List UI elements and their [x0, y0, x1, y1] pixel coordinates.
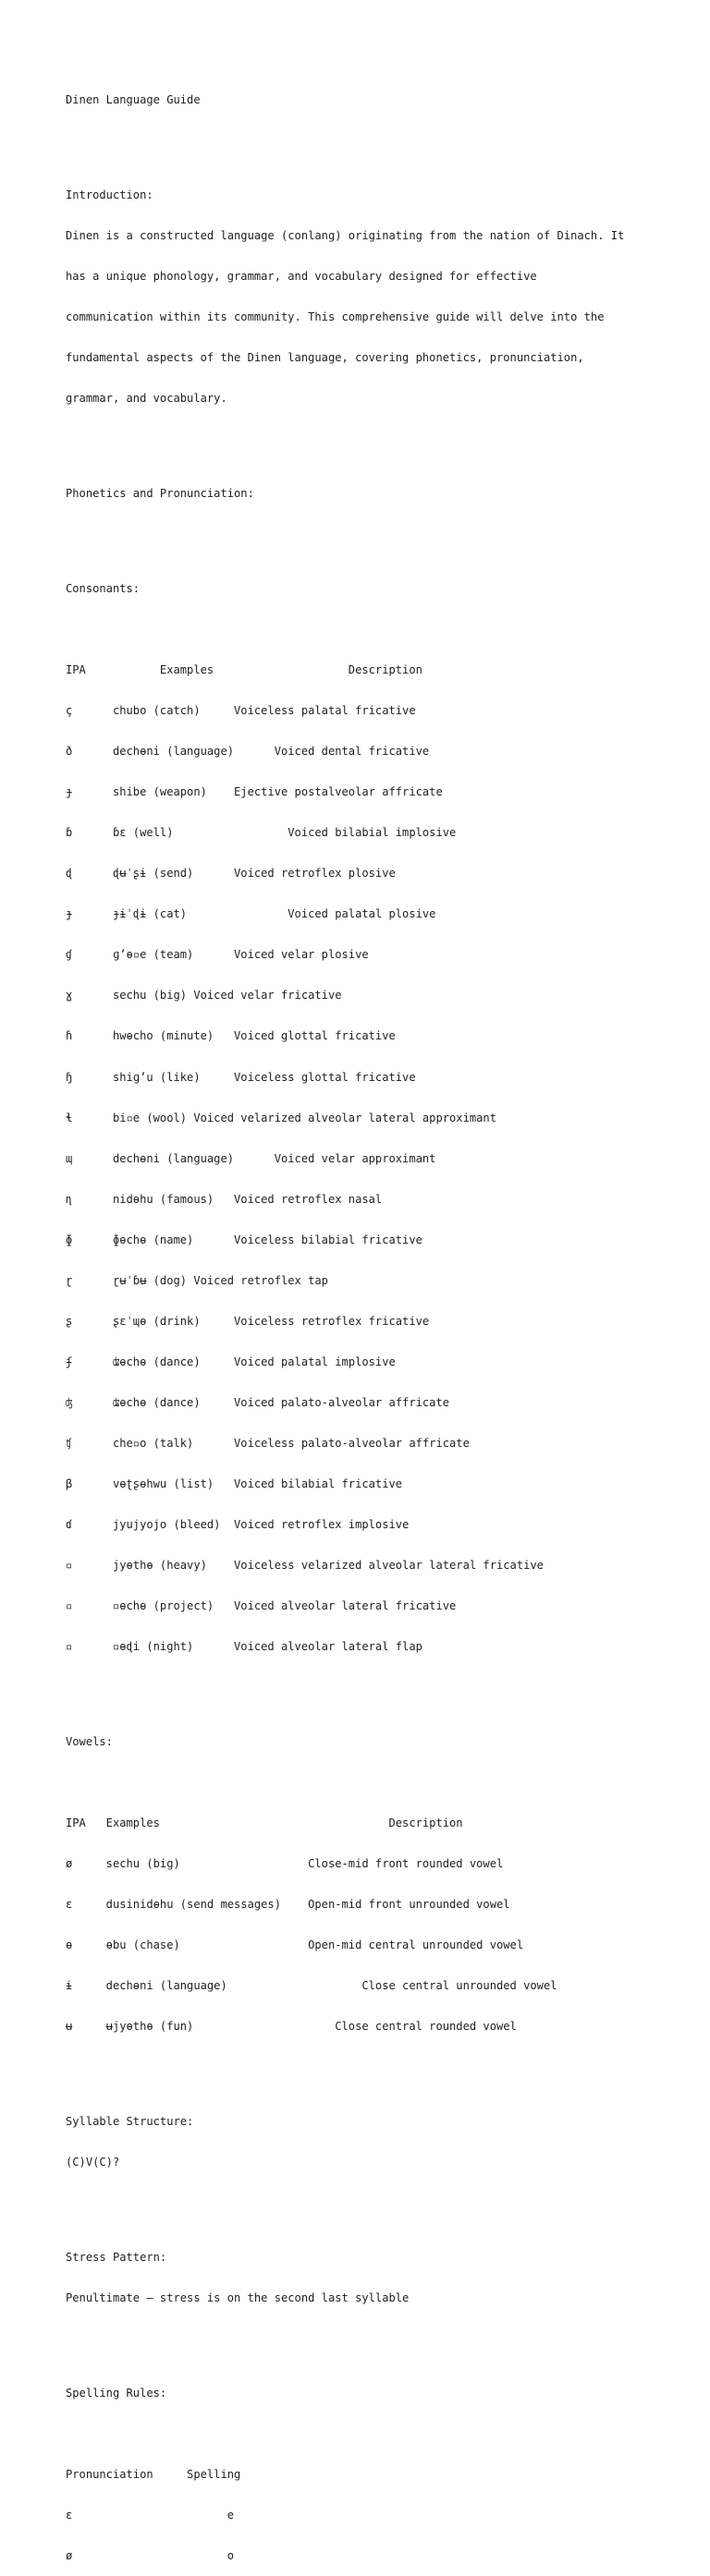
syllable-value: (C)V(C)?	[66, 2156, 120, 2169]
consonant-row: ▫ ▫ɵɖi (night) Voiced alveolar lateral flap	[66, 1640, 422, 1654]
document-title: Dinen Language Guide	[66, 93, 201, 107]
intro-line: communication within its community. This comprehensive guide will delve into the	[66, 310, 605, 324]
consonant-row: ʂ ʂɛˈɰɵ (drink) Voiceless retroflex fricative	[66, 1314, 430, 1328]
blank-line	[66, 1681, 624, 1695]
consonant-row: ɓ ɓɛ (well) Voiced bilabial implosive	[66, 826, 457, 840]
blank-line	[66, 2427, 624, 2441]
consonant-row: ʄ ʥɵchɵ (dance) Voiced palatal implosive	[66, 1355, 396, 1368]
spelling-table-header: Pronunciation Spelling	[66, 2467, 241, 2481]
intro-line: Dinen is a constructed language (conlang) originating from the nation of Dinach. It	[66, 229, 625, 243]
vowel-row: ɨ dechɵni (language) Close central unrounded vowel	[66, 1979, 557, 1993]
consonant-row: ɟ shibe (weapon) Ejective postalveolar affricate	[66, 785, 443, 799]
syllable-heading: Syllable Structure:	[66, 2115, 194, 2129]
intro-line: grammar, and vocabulary.	[66, 392, 227, 406]
consonant-row: ɳ nidɵhu (famous) Voiced retroflex nasal	[66, 1192, 383, 1206]
intro-line: has a unique phonology, grammar, and vocabulary designed for effective	[66, 270, 537, 284]
consonants-heading: Consonants:	[66, 581, 141, 595]
consonant-row: ɰ dechɵni (language) Voiced velar approximant	[66, 1151, 436, 1165]
consonant-row: ɽ ɽʉˈɓʉ (dog) Voiced retroflex tap	[66, 1273, 328, 1287]
consonant-row: ɣ sechu (big) Voiced velar fricative	[66, 989, 342, 1002]
consonant-row: ▫ ▫ɵchɵ (project) Voiced alveolar lateral fricative	[66, 1599, 457, 1613]
blank-line	[66, 432, 624, 446]
phonetics-heading: Phonetics and Pronunciation:	[66, 487, 254, 501]
consonant-row: ɧ shiɡʼu (like) Voiceless glottal fricative	[66, 1070, 416, 1084]
blank-line	[66, 134, 624, 148]
consonant-row: ʧ che▫o (talk) Voiceless palato-alveolar affricate	[66, 1436, 470, 1450]
consonant-row: ɗ jyujyojo (bleed) Voiced retroflex implosive	[66, 1518, 410, 1532]
spelling-row: ɛ e	[66, 2508, 235, 2521]
stress-heading: Stress Pattern:	[66, 2250, 167, 2264]
consonant-row: ð dechɵni (language) Voiced dental fricative	[66, 745, 430, 759]
consonant-row: ʤ ʥɵchɵ (dance) Voiced palato-alveolar affricate	[66, 1395, 450, 1409]
blank-line	[66, 2060, 624, 2074]
spelling-row: ø o	[66, 2548, 235, 2562]
blank-line	[66, 1776, 624, 1790]
consonant-row: ɠ ɡʼɵ▫e (team) Voiced velar plosive	[66, 948, 369, 962]
blank-line	[66, 2332, 624, 2346]
consonant-row: ɖ ɖʉˈʂɨ (send) Voiced retroflex plosive	[66, 867, 396, 881]
vowels-heading: Vowels:	[66, 1734, 113, 1748]
stress-value: Penultimate — stress is on the second last syllable	[66, 2290, 410, 2304]
consonant-row: ɟ ɟɨˈɖɨ (cat) Voiced palatal plosive	[66, 907, 436, 921]
vowel-row: ʉ ʉjyɵthɵ (fun) Close central rounded vowel	[66, 2020, 517, 2034]
consonant-row: ɦ hwɵcho (minute) Voiced glottal fricative	[66, 1029, 396, 1043]
vowel-row: ɛ dusinidɵhu (send messages) Open-mid front unrounded vowel	[66, 1898, 510, 1912]
consonant-row: ç chubo (catch) Voiceless palatal fricative	[66, 704, 416, 718]
vowels-table-header: IPA Examples Description	[66, 1817, 463, 1830]
consonants-table-header: IPA Examples Description	[66, 663, 422, 677]
intro-line: fundamental aspects of the Dinen language, covering phonetics, pronunciation,	[66, 351, 584, 365]
consonant-row: β vɵʈʂɵhwu (list) Voiced bilabial fricative	[66, 1476, 403, 1490]
consonant-row: ɬ bi▫e (wool) Voiced velarized alveolar lateral approximant	[66, 1111, 496, 1124]
consonant-row: ɸ ɸɵchɵ (name) Voiceless bilabial fricative	[66, 1233, 422, 1246]
vowel-row: ɵ ɵbu (chase) Open-mid central unrounded vowel	[66, 1938, 524, 1952]
intro-heading: Introduction:	[66, 188, 153, 202]
spelling-heading: Spelling Rules:	[66, 2386, 167, 2400]
blank-line	[66, 623, 624, 637]
blank-line	[66, 528, 624, 541]
blank-line	[66, 2196, 624, 2210]
document-page	[66, 67, 624, 2576]
consonant-row: ▫ jyɵthɵ (heavy) Voiceless velarized alveolar lateral fricative	[66, 1559, 544, 1573]
vowel-row: ø sechu (big) Close-mid front rounded vowel	[66, 1857, 504, 1871]
